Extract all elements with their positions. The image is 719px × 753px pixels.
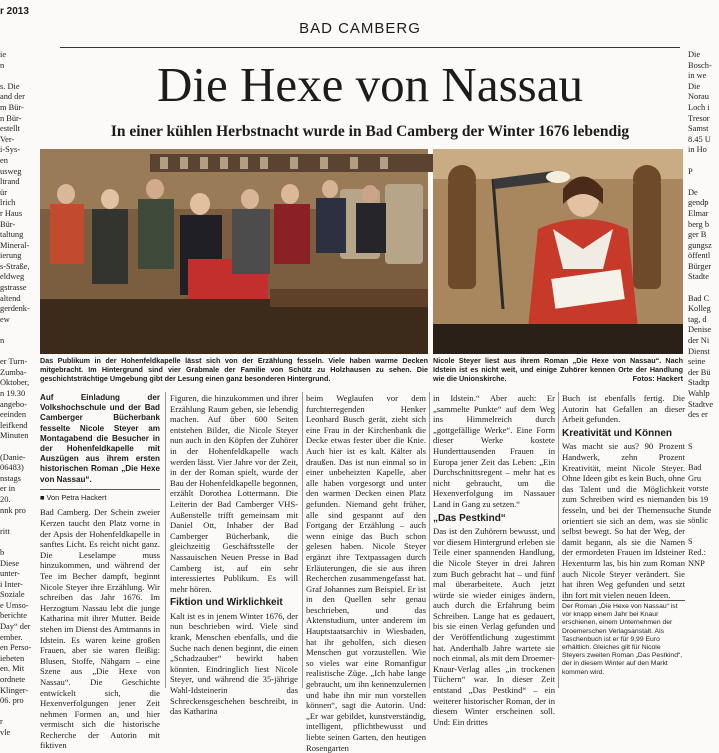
page-date-fragment: r 2013 [0,6,29,17]
strip-line: P [688,166,693,176]
strip-line: NNP [688,558,705,568]
strip-line: i-Sys- [0,145,21,155]
strip-line: S [688,537,693,547]
strip-line: gstrasse [0,283,27,293]
strip-line [0,516,36,527]
strip-line: berichte [0,611,27,621]
strip-line: ie [0,50,7,59]
column-rule [165,392,166,688]
audience-photo [40,149,428,354]
strip-line: ew [0,314,10,324]
strip-line: bis 19 [688,494,709,504]
strip-line: Samst [688,124,709,134]
strip-line: n 19.30 [0,389,26,398]
strip-line: ür [0,187,7,197]
strip-line: tag, d [688,314,707,324]
article-column-1 [40,393,160,751]
strip-line: (Danie- [0,452,26,462]
strip-line: Die [688,81,701,91]
strip-line [688,527,719,538]
strip-line: b [0,547,5,557]
strip-line: Bad C [688,293,710,303]
column-rule [302,392,303,688]
article-text: Buch ist ebenfalls fertig. Die Autorin hat Gefallen an dieser Arbeit gefunden. [562,393,685,425]
strip-line: Tresor [688,113,710,123]
strip-line [0,707,36,718]
article-text: Bad Camberg. Der Schein zweier Kerzen taucht den Platz vorne in der Apsis der Hohenfeldkapelle in sanftes Licht. Es reicht nicht ganz. Die Leselampe muss hinzukommen, und während der Tee im Becher dampft, beginnt Nicole Steyer ihre Erzählung. Wir schreiben das Jahr 1676. Im Herzogtum Nassau lebt die junge Katharina mit ihrer Mutter. Beide stehen im Dienst des Amtmanns in Idstein. Es waren keine großen Frauen, aber sie waren fleißig: Blusen, Stoffe, Nähgarn – eine Szene aus „Die Hexe von Nassau“. Die Geschichte entwickelt sich, die Hexenverfolgungen jener Zeit nehmen Formen an, und hier vermischt sich die historische Recherche der Autorin mit fiktiven [40,507,160,751]
strip-line: der Ni [688,336,710,346]
strip-line [0,347,36,358]
strip-line: e Umso- [0,600,29,610]
photo-caption-right [433,357,683,383]
article-column-4 [433,393,555,727]
strip-line: Elmar [688,208,709,218]
strip-line: er in [0,484,16,494]
strip-line [688,431,719,442]
article-text: Kalt ist es in jenem Winter 1676, der nun beschrieben wird. Viele sind krank, Menschen ebenfalls, und die Suche nach denen beginnt, die einen „Schadzauber“ bewirkt haben könnten. Eindringlich liest Nicole Steyer, und während die 35-jährige Wahl-Idsteinerin das Schreckensgeschehen beschreibt, in das Katharina [170,610,298,717]
strip-line: Stadtp [688,378,710,388]
headline: Die Hexe von Nassau [157,57,583,112]
strip-line: Bürger [688,261,712,271]
strip-line: Loch i [688,102,710,112]
article-text: Was macht sie aus? 90 Prozent Handwerk, zehn Prozent Kreativität, meint Nicole Steyer. Ohne Ideen gibt es kein Buch, ohne das Talent und die Möglichkeit zum Schreiben wird es niemanden fesseln, und bei der Themensuche orientiert sie sich an dem, was sie selbst bewegt. So hat der Weg, der damit begann, als sie die Namen der ermordeten Frauen im Idsteiner Hexenturm las, bis hin zum Roman auch Nicole Steyer verändert. Sie hat ihren Weg gefunden und setzt ihn fort mit vielen neuen Ideen. [562,441,685,600]
strip-line: Stadtve [688,399,714,409]
strip-line: De [688,187,698,197]
article-teaser: Auf Einladung der Volkshochschule und der Bad Camberger Bücherbank fesselte Nicole Steyer am Montagabend die Besucher in der Hohenfeldkapelle mit Auszügen aus ihrem ersten historischen Roman „Die Hexe von Nassau“. [40,393,160,484]
strip-line: Day“ der [0,622,31,632]
strip-line: 20. [0,494,11,504]
strip-line: nnk pro [0,505,26,515]
strip-line: Kolleg [688,304,711,314]
strip-line: leifkend [0,420,28,430]
adjacent-article-left [0,50,36,737]
article-column-3 [306,393,426,753]
strip-line: Soziale [0,590,25,600]
strip-line: lrich [0,198,16,208]
caption-right-text: Nicole Steyer liest aus ihrem Roman „Die Hexe von Nassau“. Nach Idstein ist es nicht weit, und einige Zuhörer kennen Orte der Handlung wie die Unionskirche. [433,356,683,383]
strip-line: Klinger- [0,685,29,695]
adjacent-article-right [688,50,719,689]
article-text: Figuren, die hinzukommen und ihrer Erzählung Raum geben, sie lebendig machen. Auf über 600 Seiten entstehen Bilder, die Nicole Steyer nun auch in den Köpfen der Zuhörer in der Hohenfeldkapelle wach werden lässt. Vier Jahre vor der Zeit, in der der Roman spielt, wurde der Bau der Hohenfeldkapelle begonnen, erzählt Dorothea Lottermann. Die Leiterin der Bad Camberger VHS-Außenstelle trifft gemeinsam mit Daniel Ott, Inhaber der Bad Camberger Bücherbank, die gleichzeitig Geschäftsstelle der Nassauischen Neuen Presse in Bad Camberg ist, auf ein sehr interessiertes Publikum. Es will mehr hören. [170,393,298,594]
strip-line: Stadte [688,272,709,282]
strip-line: nstags [0,473,21,483]
strip-line: S [688,441,693,451]
strip-line: sönlic [688,516,709,526]
strip-line: ember. [0,632,23,642]
strip-line [688,421,719,432]
strip-line: r Haus [0,208,23,218]
strip-line: usweg [0,166,22,176]
strip-line: Norau [688,92,709,102]
strip-line: angebo- [0,399,27,409]
article-column-2 [170,393,298,717]
article-text: beim Weglaufen vor dem furchterregenden Henker Leonhard Busch gerät, zieht sich eine Frau in der Kirchenbank die Decke etwas fester über die Knie. Auch hier ist es kalt. Kälter als draußen. Das ist nun einmal so in einer unbeheizten Kapelle, aber alle haben vorgesorgt und unter den warmen Decken einen Platz gefunden. Niemand geht früher, alle sind gespannt auf den Fortgang der Erzählung – auch wenn einige das Buch schon gelesen haben. Nicole Steyer ergänzt ihre Textpassagen durch Erläuterungen, die sie aus ihren Recherchen zusammengefasst hat. Graf Johannes zum Beispiel. Er ist in den Quellen sehr genau beschrieben, und das Aktenstudium, unter anderem im Hauptstaatsarchiv in Wiesbaden, hat ihr geholfen, sich diesen Menschen gut vorzustellen. Wie so vieles war eine Romanfigur realistische Züge. „Ich habe lange gebraucht, um ihn kennenzulernen und habe ihn mir nun vorstellen können“, sagt die Autorin. Und: „Er war gebildet, kunstverständig, intelligent, pflichtbewusst und liebte seinen Garten, den heutigen Rosengarten [306,393,426,753]
reader-photo [433,149,683,354]
strip-line: Gru [688,473,702,483]
strip-line: Minuten [0,431,29,441]
section-header: BAD CAMBERG [299,20,421,37]
strip-line [0,537,36,548]
strip-line: 8.45 U [688,134,711,144]
strip-line: Die [688,50,701,59]
strip-line: 06. pro [0,696,24,706]
column-rule [429,392,430,688]
strip-line: Bosch- [688,60,712,70]
article-column-5 [562,393,685,600]
strip-line: der Bü [688,367,711,377]
strip-line: en Perso- [0,643,32,653]
author-name: Von Petra Hackert [46,492,107,502]
strip-line: eeinden [0,410,27,420]
strip-line: eldweg [0,272,25,282]
strip-line: Zumba- [0,367,27,377]
strip-line: gungsz [688,240,712,250]
strip-line [688,156,719,167]
article-text: in Idstein.“ Aber auch: Er „sammelte Punkte“ auf dem Weg ins Himmelreich durch „gottgefällige Werke“. Eine Form dieser Werke kostete Hunderttausenden Frauen in Europa jener Zeit das Leben: „Ein Durchschnittsregent – mehr hat es nicht gebraucht, um die Hexenverfolgung im Nassauer Land in Gang zu setzen.“ [433,393,555,509]
article-subhead: „Das Pestkind“ [433,512,506,524]
strip-line: altend [0,293,21,303]
audience-photo-illustration [40,149,428,354]
strip-line: öffentl [688,251,711,261]
strip-line: iebeten [0,653,25,663]
strip-line: unter- [0,569,20,579]
strip-line: n [0,60,5,70]
strip-line: in we [688,71,707,81]
subheadline: In einer kühlen Herbstnacht wurde in Bad Camberg der Winter 1676 lebendig [110,123,630,140]
strip-line: taltung [0,230,24,240]
strip-line: Oktober, [0,378,30,388]
column-rule [558,392,559,688]
photo-caption-left: Das Publikum in der Hohenfeldkapelle lässt sich von der Erzählung fesseln. Viele haben warme Decken mitgebracht. Im Hintergrund sind vier Grabmale der Familie von Schütz zu Holzhausen zu sehen. Die geschichtsträchtige Umgebung gibt der Lesung einen ganz besonderen Hintergrund. [40,356,428,383]
strip-line: and der [0,92,25,102]
strip-line: Bad [688,463,702,473]
header-rule [60,47,680,48]
strip-line [688,177,719,188]
strip-line: vorste [688,484,709,494]
reader-photo-illustration [433,149,683,354]
strip-line: 06483) [0,463,24,473]
strip-line: des er [688,410,708,420]
book-info-box: Der Roman „Die Hexe von Nassau“ ist vor knapp einem Jahr bei Knaur erschienen, einem Unternehmen der Droemerschen Verlagsanstalt. Als Taschenbuch ist er für 9,99 Euro erhältlich. Gleiches gilt für Nicole Steyers zweiten Roman „Das Pestkind“, der in diesem Winter auf den Markt kommen wird. [562,600,685,677]
strip-line: n [0,336,5,346]
strip-line: Denise [688,325,712,335]
strip-line: ordnete [0,675,26,685]
strip-line: Mineral- [0,240,30,250]
strip-line: Red.: [688,547,706,557]
strip-line: ritt [0,526,10,536]
strip-line: Bür- [0,219,16,229]
strip-line: Diese [0,558,20,568]
article-subhead: Kreativität und Können [562,427,673,439]
strip-line: seine [688,357,706,367]
strip-line: s. Die [0,81,20,91]
strip-line: Ver- [0,134,15,144]
strip-line: s-Straße, [0,261,30,271]
strip-line: ger B [688,230,707,240]
strip-line: m Bür- [0,102,24,112]
article-text: Das ist den Zuhörern bewusst, und vor diesem Hintergrund erleben sie Teile einer spannenden Handlung, die Nicole Steyer in drei Jahren zum Buch gebracht hat – und fünf mal überarbeitete. Auch jetzt würde sie wieder einiges ändern, auch durch die Erfahrung beim Schreiben. Lange hat es gedauert, bis sie einen Verlag gefunden und der Veröffentlichung zugestimmt hat. Anderthalb Jahre wartete sie noch einmal, als mit dem Droemer-Knaur-Verlag alles „in trockenen Tüchern“ war. In dieser Zeit entstand „Das Pestkind“ – ein weiterer historischer Roman, der in diesem Winter erscheinen soll. Und: Ein drittes [433,526,556,727]
strip-line: i Inter- [0,579,23,589]
photo-credit: Fotos: Hackert [632,373,683,383]
strip-line: vle [0,728,11,737]
strip-line: berg b [688,219,710,229]
strip-line: Stunde [688,505,712,515]
strip-line: gerdenk- [0,304,30,314]
strip-line: ltrand [0,177,20,187]
strip-line: gendp [688,198,709,208]
strip-line [0,71,36,82]
strip-line: r [0,717,3,727]
strip-line: estellt [0,124,21,134]
strip-line: Wahlp [688,389,710,398]
strip-line [688,453,719,464]
strip-line [0,442,36,453]
article-subhead: Fiktion und Wirklichkeit [170,597,283,609]
strip-line: en. Mit [0,664,25,674]
strip-line: er Turn- [0,357,28,367]
article-author: ■ Von Petra Hackert [40,489,160,504]
strip-line [0,325,36,336]
strip-line: n Bür- [0,113,22,123]
strip-line: en [0,155,8,165]
strip-line: in Ho [688,145,707,155]
strip-line [688,283,719,294]
strip-line: ierung [0,251,22,261]
strip-line: Dienst [688,346,710,356]
